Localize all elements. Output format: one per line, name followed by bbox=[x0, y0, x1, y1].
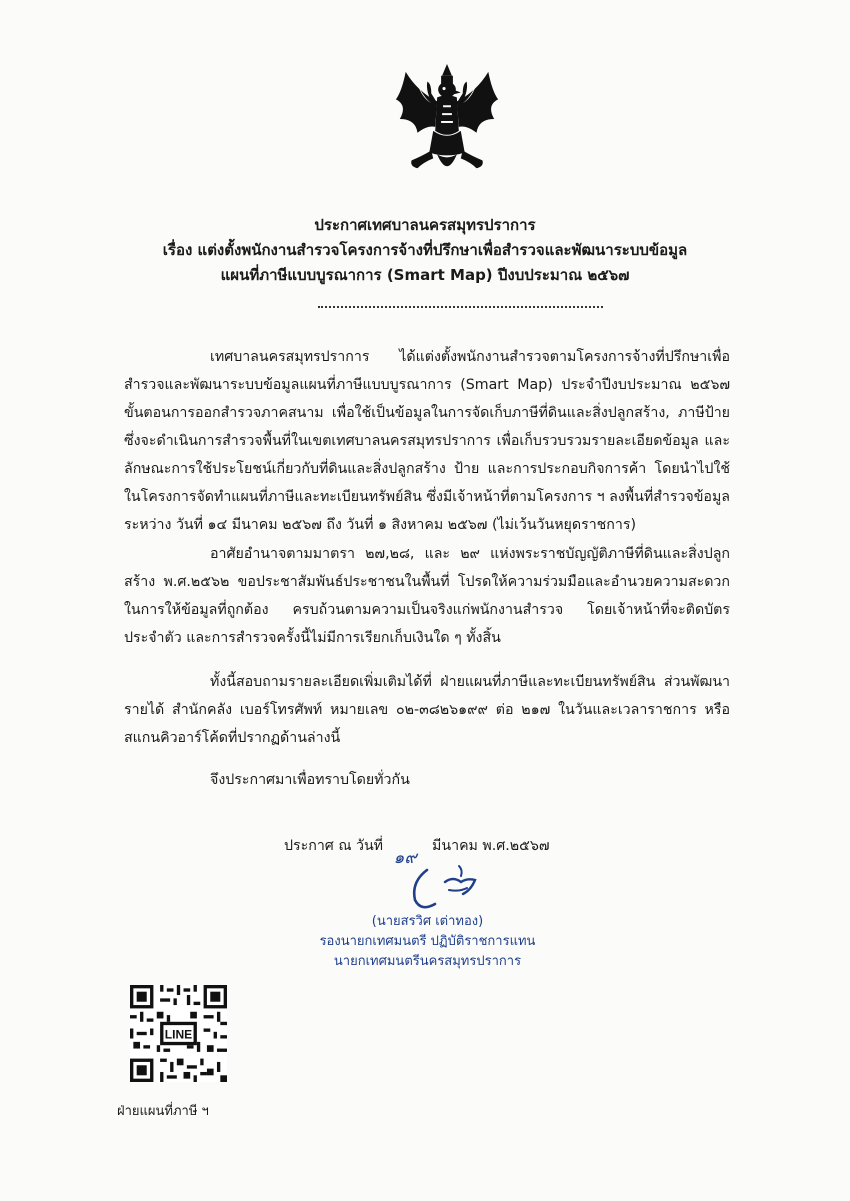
handwritten-day: ๑๙ bbox=[393, 848, 417, 868]
date-prefix: ประกาศ ณ วันที่ bbox=[284, 838, 384, 854]
body-paragraph-2: อาศัยอำนาจตามมาตรา ๒๗,๒๘, และ ๒๙ แห่งพระราชบัญญัติภาษีที่ดินและสิ่งปลูกสร้าง พ.ศ.๒๕๖๒ ขอประชาสัมพันธ์ประชาชนในพื้นที่ โปรดให้ความร่วมมือและอำนวยความสะดวกในการให้ข้อมูลที่ถูกต้อง ครบถ้วนตามความเป็นจริงแก่พนักงานสำรวจ โดยเจ้าหน้าที่จะติดบัตรประจำตัว และการสำรวจครั้งนี้ไม่มีการเรียกเก็บเงินใด ๆ ทั้งสิ้น bbox=[124, 546, 730, 646]
body-paragraph-3: ทั้งนี้สอบถามรายละเอียดเพิ่มเติมได้ที่ ฝ่ายแผนที่ภาษีและทะเบียนทรัพย์สิน ส่วนพัฒนารายได้ สำนักคลัง เบอร์โทรศัพท์ หมายเลข ๐๒-๓๘๒๖๑๙๙ ต่อ ๒๑๗ ในวันและเวลาราชการ หรือสแกนคิวอาร์โค้ดที่ปรากฏด้านล่างนี้ bbox=[124, 674, 730, 746]
body-paragraph-1: เทศบาลนครสมุทรปราการ ได้แต่งตั้งพนักงานสำรวจตามโครงการจ้างที่ปรึกษาเพื่อสำรวจและพัฒนาระบบข้อมูลแผนที่ภาษีแบบบูรณาการ (Smart Map) ประจำปีงบประมาณ ๒๕๖๗ ขั้นตอนการออกสำรวจภาคสนาม เพื่อใช้เป็นข้อมูลในการจัดเก็บภาษีที่ดินและสิ่งปลูกสร้าง, ภาษีป้าย ซึ่งจะดำเนินการสำรวจพื้นที่ในเขตเทศบาลนครสมุทรปราการ เพื่อเก็บรวบรวมรายละเอียดข้อมูล และลักษณะการใช้ประโยชน์เกี่ยวกับที่ดินและสิ่งปลูกสร้าง ป้าย และการประกอบกิจการค้า โดยนำไปใช้ในโครงการจัดทำแผนที่ภาษีและทะเบียนทรัพย์สิน ซึ่งมีเจ้าหน้าที่ตามโครงการ ฯ ลงพื้นที่สำรวจข้อมูลระหว่าง วันที่ ๑๔ มีนาคม ๒๕๖๗ ถึง วันที่ ๑ สิงหาคม ๒๕๖๗ (ไม่เว้นวันหยุดราชการ) bbox=[124, 349, 730, 533]
signer-block bbox=[290, 912, 565, 972]
qr-line-label: LINE bbox=[164, 1027, 193, 1042]
dotted-divider bbox=[318, 306, 603, 308]
announcement-date bbox=[284, 835, 550, 868]
signer-position-line2: นายกเทศมนตรีนครสมุทรปราการ bbox=[333, 954, 522, 969]
garuda-emblem-icon bbox=[388, 62, 506, 180]
document-header bbox=[120, 213, 730, 288]
date-suffix: มีนาคม พ.ศ.๒๕๖๗ bbox=[432, 838, 550, 854]
closing-statement: จึงประกาศมาเพื่อทราบโดยทั่วกัน bbox=[210, 772, 410, 788]
document-title: ประกาศเทศบาลนครสมุทรปราการ bbox=[314, 216, 536, 234]
document-subject-line2: แผนที่ภาษีแบบบูรณาการ (Smart Map) ปีงบประมาณ ๒๕๖๗ bbox=[220, 266, 630, 284]
signer-name: (นายสรวิศ เต่าทอง) bbox=[371, 914, 484, 929]
qr-caption: ฝ่ายแผนที่ภาษี ฯ bbox=[117, 1104, 209, 1119]
document-subject: เรื่อง แต่งตั้งพนักงานสำรวจโครงการจ้างที่ปรึกษาเพื่อสำรวจและพัฒนาระบบข้อมูล bbox=[162, 241, 688, 259]
line-qr-code[interactable] bbox=[130, 985, 227, 1082]
handwritten-signature bbox=[405, 860, 500, 915]
signer-position: รองนายกเทศมนตรี ปฏิบัติราชการแทน bbox=[319, 934, 536, 949]
